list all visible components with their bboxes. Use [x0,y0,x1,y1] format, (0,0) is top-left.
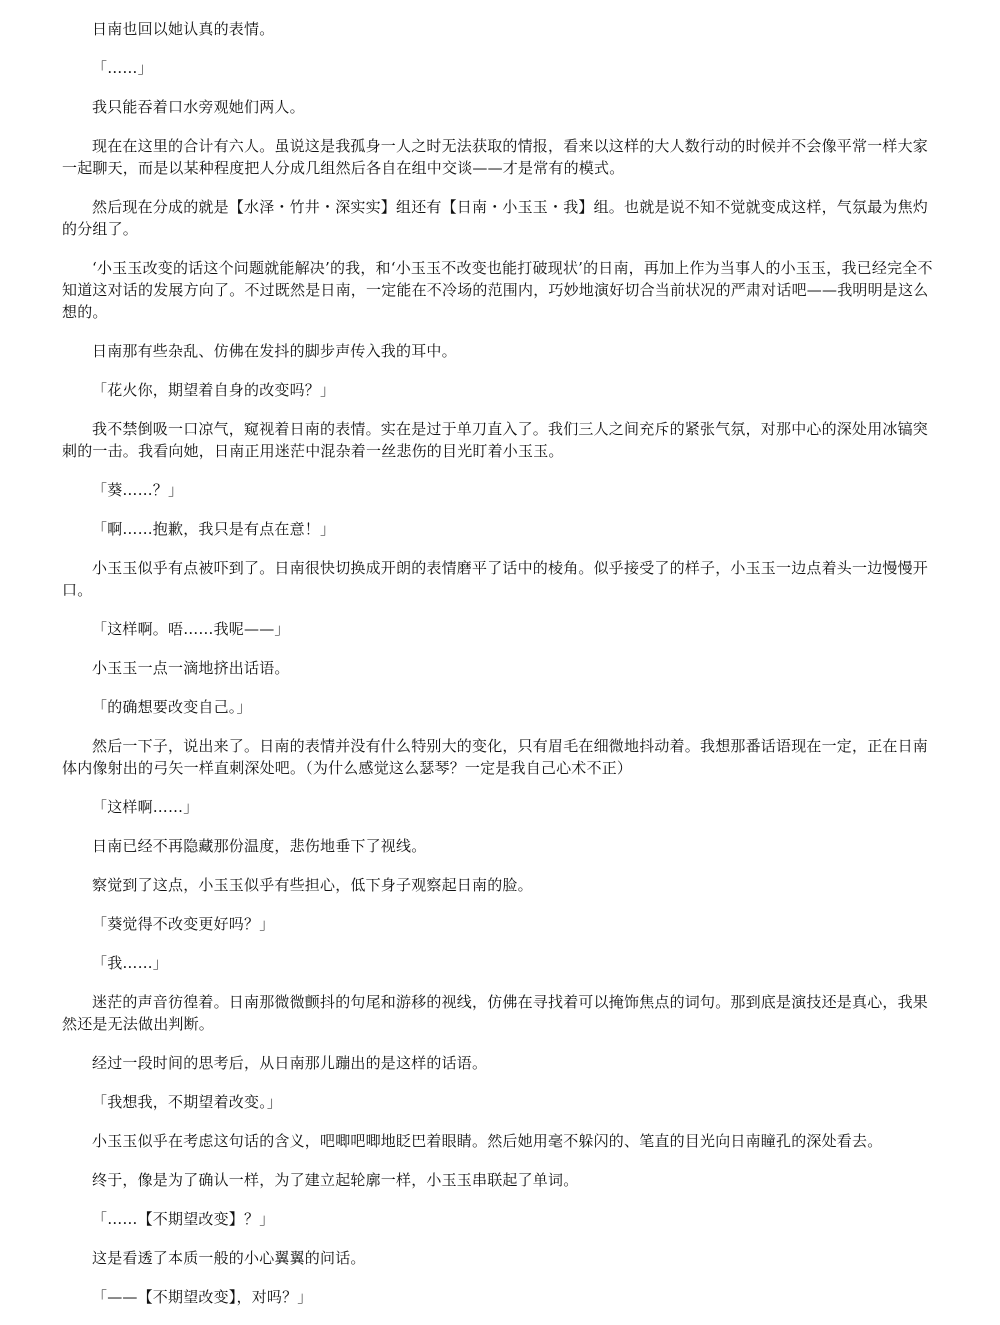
paragraph-4: 现在在这里的合计有六人。虽说这是我孤身一人之时无法获取的情报，看来以这样的大人数行动的时候并不会像平常一样大家一起聊天，而是以某种程度把人分成几组然后各自在组中交谈——才是常有的模式。 [62,137,929,177]
paragraph-24: 「我想我，不期望着改变。」 [92,1093,283,1111]
paragraph-7: 日南那有些杂乱、仿佛在发抖的脚步声传入我的耳中。 [92,342,457,360]
paragraph-26: 终于，像是为了确认一样，为了建立起轮廓一样，小玉玉串联起了单词。 [92,1171,579,1189]
paragraph-22: 迷茫的声音彷徨着。日南那微微颤抖的句尾和游移的视线，仿佛在寻找着可以掩饰焦点的词句。那到底是演技还是真心，我果然还是无法做出判断。 [62,993,929,1033]
paragraph-19: 察觉到了这点，小玉玉似乎有些担心，低下身子观察起日南的脸。 [92,876,533,894]
document-page [62,18,940,1325]
paragraph-10: 「葵……？」 [92,481,184,499]
paragraph-25: 小玉玉似乎在考虑这句话的含义，吧唧吧唧地眨巴着眼睛。然后她用毫不躲闪的、笔直的目光向日南瞳孔的深处看去。 [92,1132,883,1150]
paragraph-14: 小玉玉一点一滴地挤出话语。 [92,659,290,677]
paragraph-28: 这是看透了本质一般的小心翼翼的问话。 [92,1249,366,1267]
paragraph-3: 我只能吞着口水旁观她们两人。 [92,98,305,116]
paragraph-12: 小玉玉似乎有点被吓到了。日南很快切换成开朗的表情磨平了话中的棱角。似乎接受了的样子，小玉玉一边点着头一边慢慢开口。 [62,559,929,599]
paragraph-9: 我不禁倒吸一口凉气，窥视着日南的表情。实在是过于单刀直入了。我们三人之间充斥的紧张气氛，对那中心的深处用冰镐突刺的一击。我看向她，日南正用迷茫中混杂着一丝悲伤的目光盯着小玉玉。 [62,420,929,460]
paragraph-18: 日南已经不再隐藏那份温度，悲伤地垂下了视线。 [92,837,427,855]
paragraph-13: 「这样啊。唔……我呢——」 [92,620,290,638]
paragraph-5: 然后现在分成的就是【水泽・竹井・深实实】组还有【日南・小玉玉・我】组。也就是说不知不觉就变成这样，气氛最为焦灼的分组了。 [62,198,929,238]
paragraph-21: 「我……」 [92,954,169,972]
paragraph-15: 「的确想要改变自己。」 [92,698,252,716]
paragraph-1: 日南也回以她认真的表情。 [92,20,275,38]
paragraph-8: 「花火你，期望着自身的改变吗？」 [92,381,336,399]
paragraph-6: ‘小玉玉改变的话这个问题就能解决’的我，和‘小玉玉不改变也能打破现状’的日南，再加上作为当事人的小玉玉，我已经完全不知道这对话的发展方向了。不过既然是日南，一定能在不冷场的范围内，巧妙地演好切合当前状况的严肃对话吧——我明明是这么想的。 [62,259,933,321]
paragraph-27: 「……【不期望改变】？」 [92,1210,275,1228]
paragraph-29: 「——【不期望改变】，对吗？」 [92,1288,313,1306]
paragraph-20: 「葵觉得不改变更好吗？」 [92,915,275,933]
paragraph-11: 「啊……抱歉，我只是有点在意！」 [92,520,336,538]
paragraph-23: 经过一段时间的思考后，从日南那儿蹦出的是这样的话语。 [92,1054,488,1072]
paragraph-2: 「……」 [92,59,153,77]
paragraph-17: 「这样啊……」 [92,798,199,816]
paragraph-16: 然后一下子，说出来了。日南的表情并没有什么特别大的变化，只有眉毛在细微地抖动着。我想那番话语现在一定，正在日南体内像射出的弓矢一样直刺深处吧。（为什么感觉这么瑟琴？一定是我自己心术不正） [62,737,929,777]
